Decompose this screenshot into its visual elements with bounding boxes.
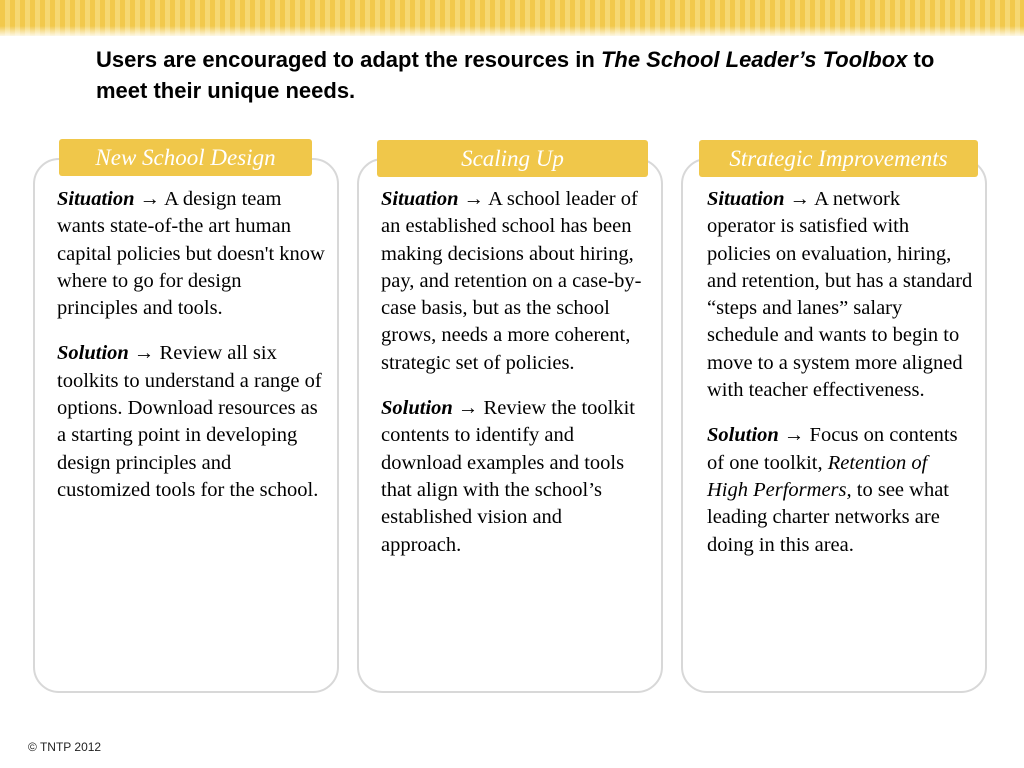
solution-text-after: to see what leading charter networks are doing in this area. xyxy=(707,478,949,556)
situation-paragraph xyxy=(57,186,327,322)
solution-text: → Review the toolkit contents to identify and download examples and tools that align with the school’s established vision and approach. xyxy=(381,397,635,556)
situation-text: → A design team wants state-of-the art human capital policies but doesn't know where to go for design principles and tools. xyxy=(57,188,325,320)
solution-paragraph xyxy=(57,340,327,504)
situation-text: → A school leader of an established school has been making decisions about hiring, pay, and retention on a case-by-case basis, but as the school grows, needs a more coherent, strategic set of policies. xyxy=(381,188,642,374)
solution-label: Solution xyxy=(381,397,453,420)
headline-text-end: to meet their unique needs. xyxy=(96,47,935,103)
headline-text-start: Users are encouraged to adapt the resources in xyxy=(96,47,601,72)
page-headline xyxy=(96,44,976,106)
situation-paragraph xyxy=(381,186,643,377)
tab-new-school-design: New School Design xyxy=(59,139,312,176)
situation-label: Situation xyxy=(707,188,785,210)
tab-strategic-improvements: Strategic Improvements xyxy=(699,140,978,177)
solution-label: Solution xyxy=(57,342,129,365)
situation-paragraph xyxy=(707,186,973,404)
card-content-new-school-design xyxy=(57,186,327,522)
decorative-top-banner xyxy=(0,0,1024,36)
solution-paragraph xyxy=(381,395,643,559)
situation-label: Situation xyxy=(57,188,135,210)
solution-paragraph xyxy=(707,422,973,558)
card-content-scaling-up xyxy=(381,186,643,577)
toolkit-name: Retention of High Performers, xyxy=(707,451,928,501)
card-content-strategic-improvements xyxy=(707,186,973,577)
copyright-footer: © TNTP 2012 xyxy=(28,740,102,754)
situation-label: Situation xyxy=(381,188,459,210)
situation-text: → A network operator is satisfied with policies on evaluation, hiring, and retention, but has a standard “steps and lanes” salary schedule and wants to begin to move to a system more aligned with teacher effectiveness. xyxy=(707,188,973,402)
solution-text-before: → Focus on contents of one toolkit, xyxy=(707,424,958,474)
solution-text: → Review all six toolkits to understand a range of options. Download resources as a starting point in developing design principles and customized tools for the school. xyxy=(57,342,322,501)
tab-scaling-up: Scaling Up xyxy=(377,140,648,177)
headline-toolbox-title: The School Leader’s Toolbox xyxy=(600,47,908,72)
solution-label: Solution xyxy=(707,424,779,447)
